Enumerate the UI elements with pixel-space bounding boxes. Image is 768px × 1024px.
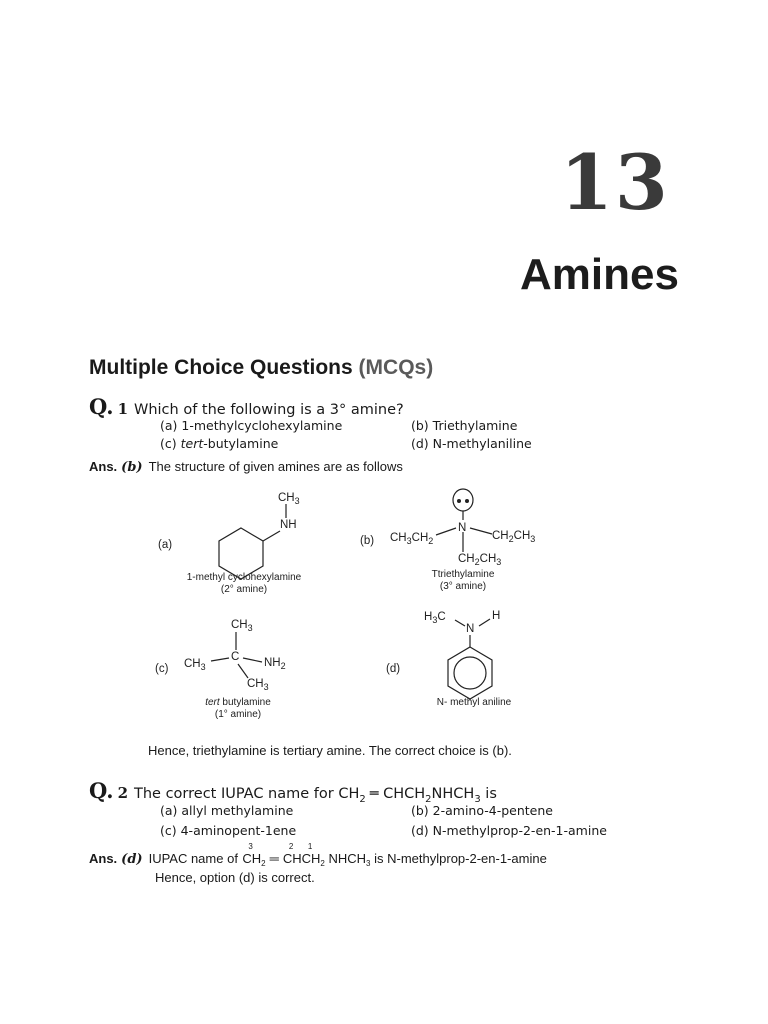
structure-b-type: (3° amine) (439, 581, 487, 592)
n-h-bond (479, 619, 490, 626)
carbon-number-1: 1 (307, 842, 313, 851)
question-label: Q. (89, 394, 114, 419)
structure-a-tag: (a) (158, 539, 173, 551)
answer-formula (242, 842, 547, 868)
double-bond-symbol: ═ (369, 786, 379, 802)
question-text-suffix: is (480, 786, 497, 802)
n-methyl-bond (455, 620, 465, 626)
q2-option-c: (c) 4-aminopent-1ene (160, 823, 297, 838)
q2-answer (89, 842, 547, 868)
carbon-number-3: 3 (248, 842, 253, 851)
answer-text-prefix: IUPAC name of (148, 851, 238, 866)
formula-part-3: NHCH (328, 851, 367, 866)
structure-b-right: $CH_2CH_3$ (492, 530, 536, 544)
lone-pair-dot-left (457, 499, 461, 503)
structure-c-c: C (231, 651, 240, 663)
structure-b-n: N (458, 522, 467, 534)
answer-text-suffix: is N-methylprop-2-en-1-amine (374, 851, 547, 866)
structure-b-left: $CH_3CH_2$ (390, 532, 434, 546)
benzene-ring (448, 647, 492, 699)
structure-d-h: H (492, 610, 501, 622)
structure-c-type: (1° amine) (214, 709, 262, 720)
q1-option-c (160, 436, 278, 451)
question-label: Q. (89, 778, 114, 803)
lone-pair-orbital (453, 489, 473, 511)
c-right-bond (243, 658, 262, 662)
q1-conclusion: Hence, triethylamine is tertiary amine. The correct choice is (b). (148, 743, 512, 758)
q1-option-b: (b) Triethylamine (411, 418, 518, 433)
structure-c-name: tert butylamine (205, 697, 271, 708)
lone-pair-dot-right (465, 499, 469, 503)
structure-d-tag: (d) (386, 663, 401, 675)
q1-option-a: (a) 1-methylcyclohexylamine (160, 418, 343, 433)
question-2 (89, 778, 497, 803)
structure-a-ch3: $CH_3$ (278, 492, 300, 506)
q2-option-d: (d) N-methylprop-2-en-1-amine (411, 823, 607, 838)
structure-b-name: Ttriethylamine (431, 569, 495, 580)
c-bottom-bond (238, 664, 248, 678)
structure-c-ch3-bottom: $CH_3$ (247, 678, 269, 692)
q1-option-d: (d) N-methylaniline (411, 436, 532, 451)
structure-b-tag: (b) (360, 535, 375, 547)
answer-label: Ans. (89, 851, 118, 866)
q2-option-a: (a) allyl methylamine (160, 803, 294, 818)
formula-part-1: CH (242, 851, 262, 866)
structure-c-ch3-left: $CH_3$ (184, 658, 206, 672)
chapter-title: Amines (520, 250, 679, 299)
benzene-aromatic-circle (454, 657, 486, 689)
chapter-number: 13 (560, 138, 670, 227)
n-left-bond (436, 528, 456, 535)
question-text-mid: CHCH (378, 786, 426, 802)
question-number: 2 (117, 784, 128, 802)
formula-part-2-wrap (282, 842, 321, 866)
structure-b-bottom: $CH_2CH_3$ (458, 553, 502, 567)
q1-option-c-italic: tert (180, 436, 204, 451)
formula-part-2: CHCH (282, 851, 321, 866)
subscript: 3 (474, 794, 481, 805)
subscript: 2 (261, 859, 266, 868)
question-1 (89, 394, 404, 419)
answer-letter: (b) (121, 460, 143, 475)
section-title-suffix: (MCQs) (358, 356, 434, 379)
section-title (89, 356, 433, 380)
q2-conclusion: Hence, option (d) is correct. (155, 870, 315, 885)
q1-answer (89, 458, 403, 476)
answer-label: Ans. (89, 459, 118, 474)
structure-c-nh2: $NH_2$ (264, 657, 286, 671)
question-text-prefix: The correct IUPAC name for CH (134, 786, 360, 802)
subscript: 2 (320, 859, 325, 868)
structure-a-name: 1-methyl cyclohexylamine (186, 572, 302, 583)
q1-option-c-rest: -butylamine (203, 436, 279, 451)
structure-c-tag: (c) (155, 663, 169, 675)
structure-a-nh: NH (280, 519, 297, 531)
q2-option-b: (b) 2-amino-4-pentene (411, 803, 553, 818)
double-bond-symbol: ═ (269, 851, 279, 866)
section-title-text: Multiple Choice Questions (89, 356, 353, 379)
carbon-number-2: 2 (288, 842, 294, 851)
subscript: 2 (359, 794, 366, 805)
structure-c-ch3-top: $CH_3$ (231, 619, 253, 633)
subscript: 3 (366, 859, 371, 868)
n-right-bond (470, 528, 492, 534)
question-text-mid2: NHCH (431, 786, 475, 802)
question-text: Which of the following is a 3° amine? (134, 402, 404, 418)
subscript: 2 (425, 794, 432, 805)
structures-figure (0, 480, 768, 740)
question-number: 1 (117, 400, 128, 418)
structure-d-n: N (466, 623, 475, 635)
structure-d-h3c: $H_3C$ (424, 611, 446, 625)
structure-a-type: (2° amine) (220, 584, 268, 595)
answer-letter: (d) (121, 852, 143, 867)
q1-option-c-prefix: (c) (160, 436, 181, 451)
structure-d-name: N- methyl aniline (436, 697, 512, 708)
c-left-bond (211, 658, 229, 661)
answer-text: The structure of given amines are as follows (148, 459, 403, 474)
ring-nh-bond (263, 531, 280, 541)
